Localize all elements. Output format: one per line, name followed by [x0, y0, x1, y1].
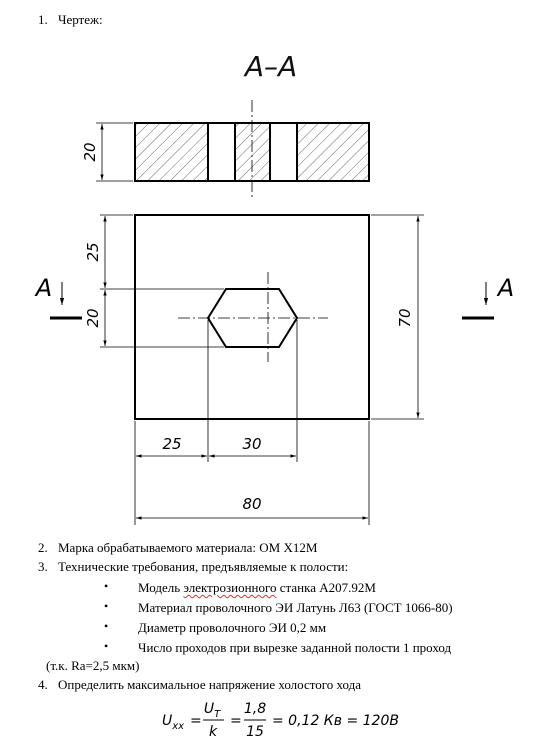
- dim-hex-width-label: 30: [242, 435, 262, 453]
- dim-thickness: [81, 123, 133, 181]
- bullet-wire-diameter-text: Диаметр проволочного ЭИ 0,2 мм: [138, 620, 327, 635]
- bullet-dot: •: [104, 639, 109, 653]
- formula-frac2-num: 1,8: [243, 701, 267, 717]
- formula-result: = 0,12 Кв = 120В: [272, 713, 399, 729]
- item-3-text: Технические требования, предъявляемые к полости:: [58, 559, 349, 574]
- item-2-number: 2.: [38, 540, 48, 555]
- section-marker-left: [34, 274, 82, 318]
- formula-lhs: $U_{xx}$: [162, 713, 185, 732]
- bullet-machine-prefix: Модель: [138, 580, 184, 595]
- heading-number: 1.: [38, 12, 48, 27]
- bullet-machine-underlined: электрозионного: [183, 580, 277, 595]
- section-title: A–A: [244, 50, 298, 83]
- bullet-passes-text: Число проходов при вырезке заданной полости 1 проход: [138, 640, 452, 655]
- bullet-wire-material-text: Материал проволочного ЭИ Латунь Л63 (ГОСТ 1066-80): [138, 600, 453, 615]
- formula-frac2-den: 15: [246, 724, 264, 740]
- dim-hex-height-label: 20: [84, 308, 102, 328]
- dim-bottom: [135, 320, 369, 525]
- bullet-dot: •: [104, 579, 109, 593]
- formula-frac1-num: $U_T$: [203, 701, 221, 720]
- item-4-number: 4.: [38, 677, 48, 692]
- section-mark-left-label: A: [35, 274, 53, 302]
- section-marker-right: [462, 274, 514, 318]
- dim-height: [371, 215, 424, 419]
- passes-note: (т.к. Ra=2,5 мкм): [46, 658, 140, 673]
- plate-outline: [135, 215, 369, 419]
- dim-thickness-label: 20: [81, 142, 99, 162]
- item-4: [38, 677, 361, 693]
- heading-text: Чертеж:: [58, 12, 103, 27]
- svg-text:=: =: [190, 713, 202, 729]
- bullet-dot: •: [104, 619, 109, 633]
- dim-height-label: 70: [396, 308, 414, 328]
- section-mark-right-label: A: [497, 274, 515, 302]
- item-3: [38, 559, 348, 575]
- item-2: [38, 540, 317, 556]
- dim-width-label: 80: [242, 495, 262, 513]
- dim-top-label: 25: [84, 242, 102, 262]
- item-2-text: Марка обрабатываемого материала: ОМ Х12М: [58, 540, 318, 555]
- formula-frac1-den: k: [208, 724, 218, 740]
- item-3-number: 3.: [38, 559, 48, 574]
- svg-text:=: =: [230, 713, 242, 729]
- bullet-machine-suffix: станка А207.92М: [276, 580, 376, 595]
- dim-left-label: 25: [162, 435, 182, 453]
- section-view: [135, 100, 369, 200]
- bullet-dot: •: [104, 599, 109, 613]
- dim-left-vertical: [84, 215, 224, 347]
- item-4-text: Определить максимальное напряжение холостого хода: [58, 677, 362, 692]
- voltage-formula: [0, 694, 533, 744]
